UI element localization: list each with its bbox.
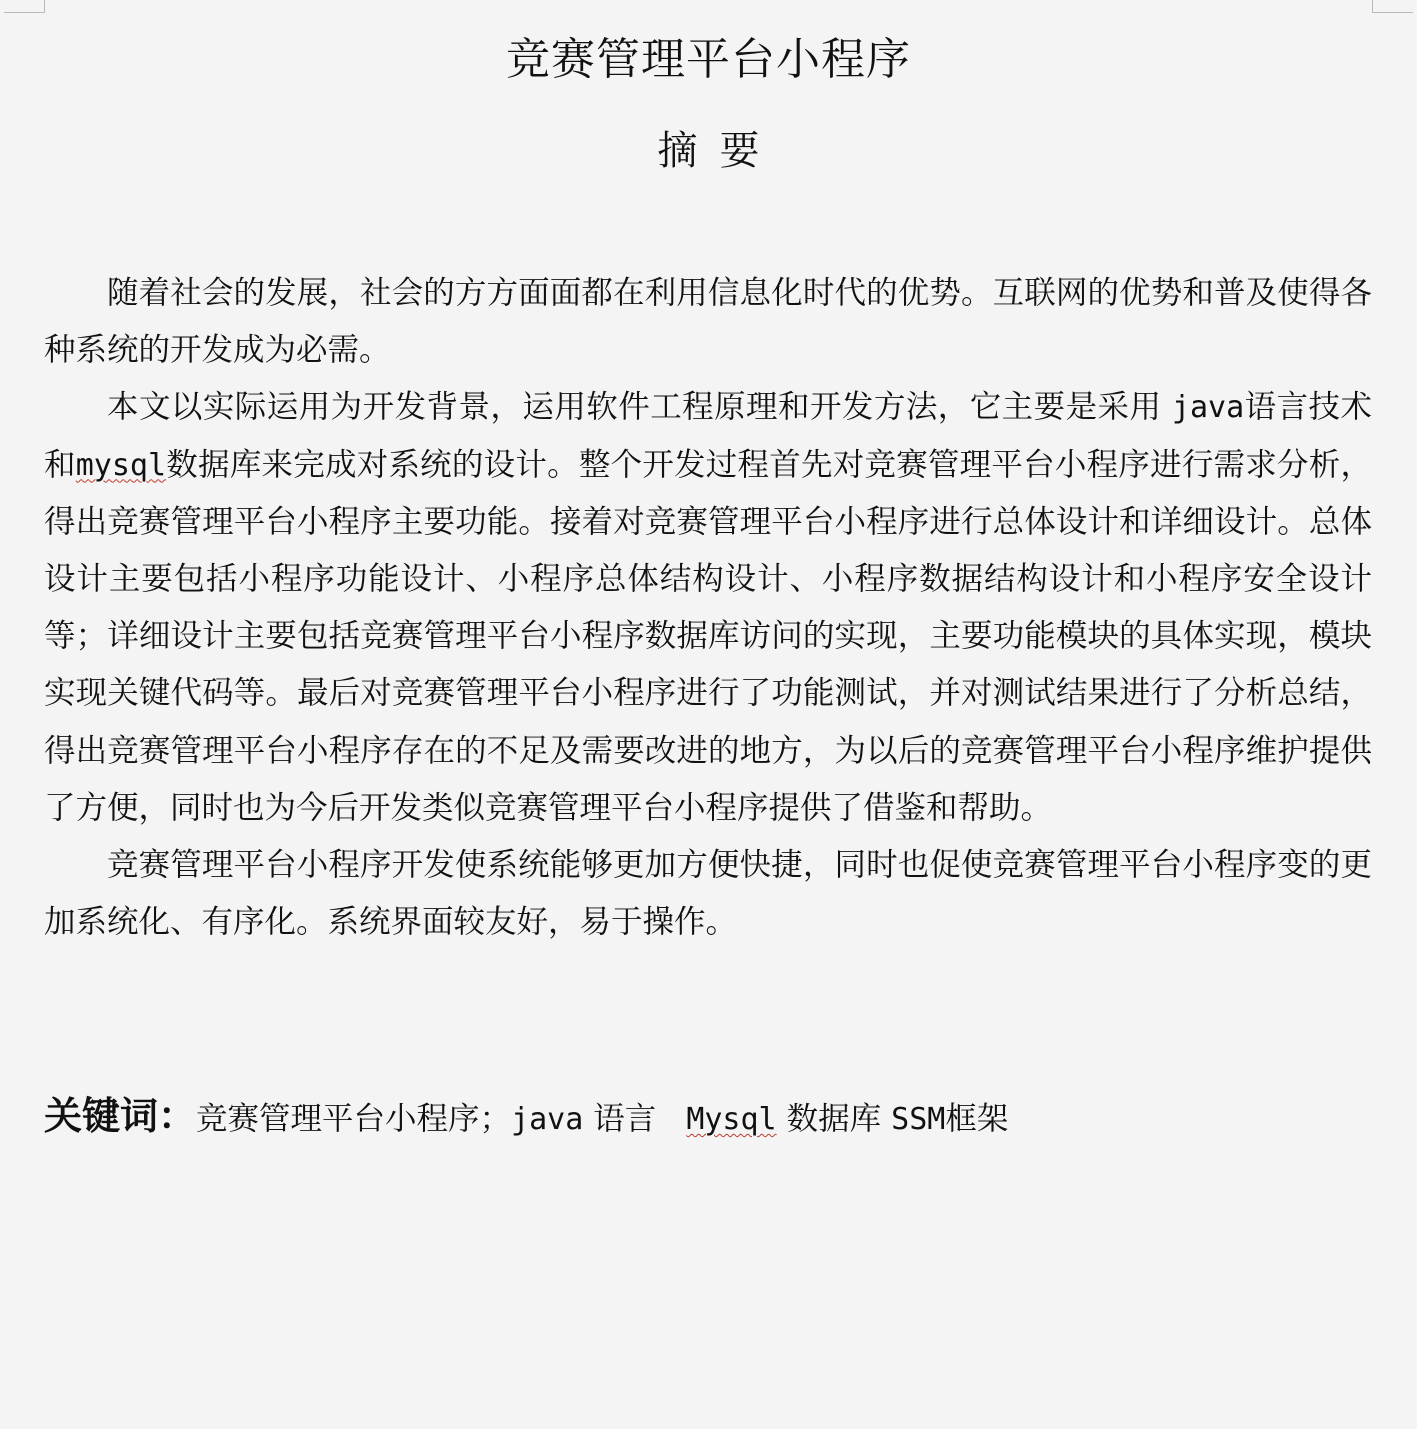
mysql-term-spellcheck[interactable]: mysql — [75, 447, 167, 483]
abstract-heading: 摘要 — [657, 128, 782, 174]
document-title: 竞赛管理平台小程序 — [506, 34, 911, 85]
keyword-2-latin: java — [511, 1102, 584, 1137]
page-corner-mark-left — [4, 0, 45, 13]
paragraph-2-text-3: 数据库来完成对系统的设计。整个开发过程首先对竞赛管理平台小程序进行需求分析，得出竞赛管理平台小程序主要功能。接着对竞赛管理平台小程序进行总体设计和详细设计。总体设计主要包括小程序功能设计、小程序总体结构设计、小程序数据结构设计和小程序安全设计等；详细设计主要包括竞赛管理平台小程序数据库访问的实现，主要功能模块的具体实现，模块实现关键代码等。最后对竞赛管理平台小程序进行了功能测试，并对测试结果进行了分析总结，得出竞赛管理平台小程序存在的不足及需要改进的地方，为以后的竞赛管理平台小程序维护提供了方便，同时也为今后开发类似竞赛管理平台小程序提供了借鉴和帮助。 — [44, 446, 1372, 826]
keyword-4-cjk: 框架 — [945, 1101, 1009, 1137]
abstract-body — [44, 265, 1372, 951]
abstract-paragraph-3: 竞赛管理平台小程序开发使系统能够更加方便快捷，同时也促使竞赛管理平台小程序变的更加系统化、有序化。系统界面较友好，易于操作。 — [44, 847, 1372, 941]
abstract-paragraph-2 — [44, 379, 1372, 837]
keywords-line — [44, 1088, 1372, 1148]
keywords-label: 关键词： — [44, 1094, 197, 1138]
keyword-2-cjk: 语言 — [593, 1101, 657, 1137]
java-term: java — [1171, 390, 1245, 426]
keyword-3-latin-spellcheck[interactable]: Mysql — [686, 1102, 777, 1137]
page-corner-mark-right — [1372, 0, 1413, 13]
abstract-paragraph-1: 随着社会的发展，社会的方方面面都在利用信息化时代的优势。互联网的优势和普及使得各种系统的开发成为必需。 — [44, 275, 1372, 369]
keyword-3-cjk: 数据库 — [786, 1101, 882, 1137]
keyword-1: 竞赛管理平台小程序； — [196, 1101, 512, 1137]
paragraph-2-text-2: 语言技术和 — [44, 389, 1372, 483]
keyword-4-latin: SSM — [891, 1102, 946, 1137]
paragraph-2-text-1: 本文以实际运用为开发背景，运用软件工程原理和开发方法，它主要是采用 — [107, 389, 1172, 426]
